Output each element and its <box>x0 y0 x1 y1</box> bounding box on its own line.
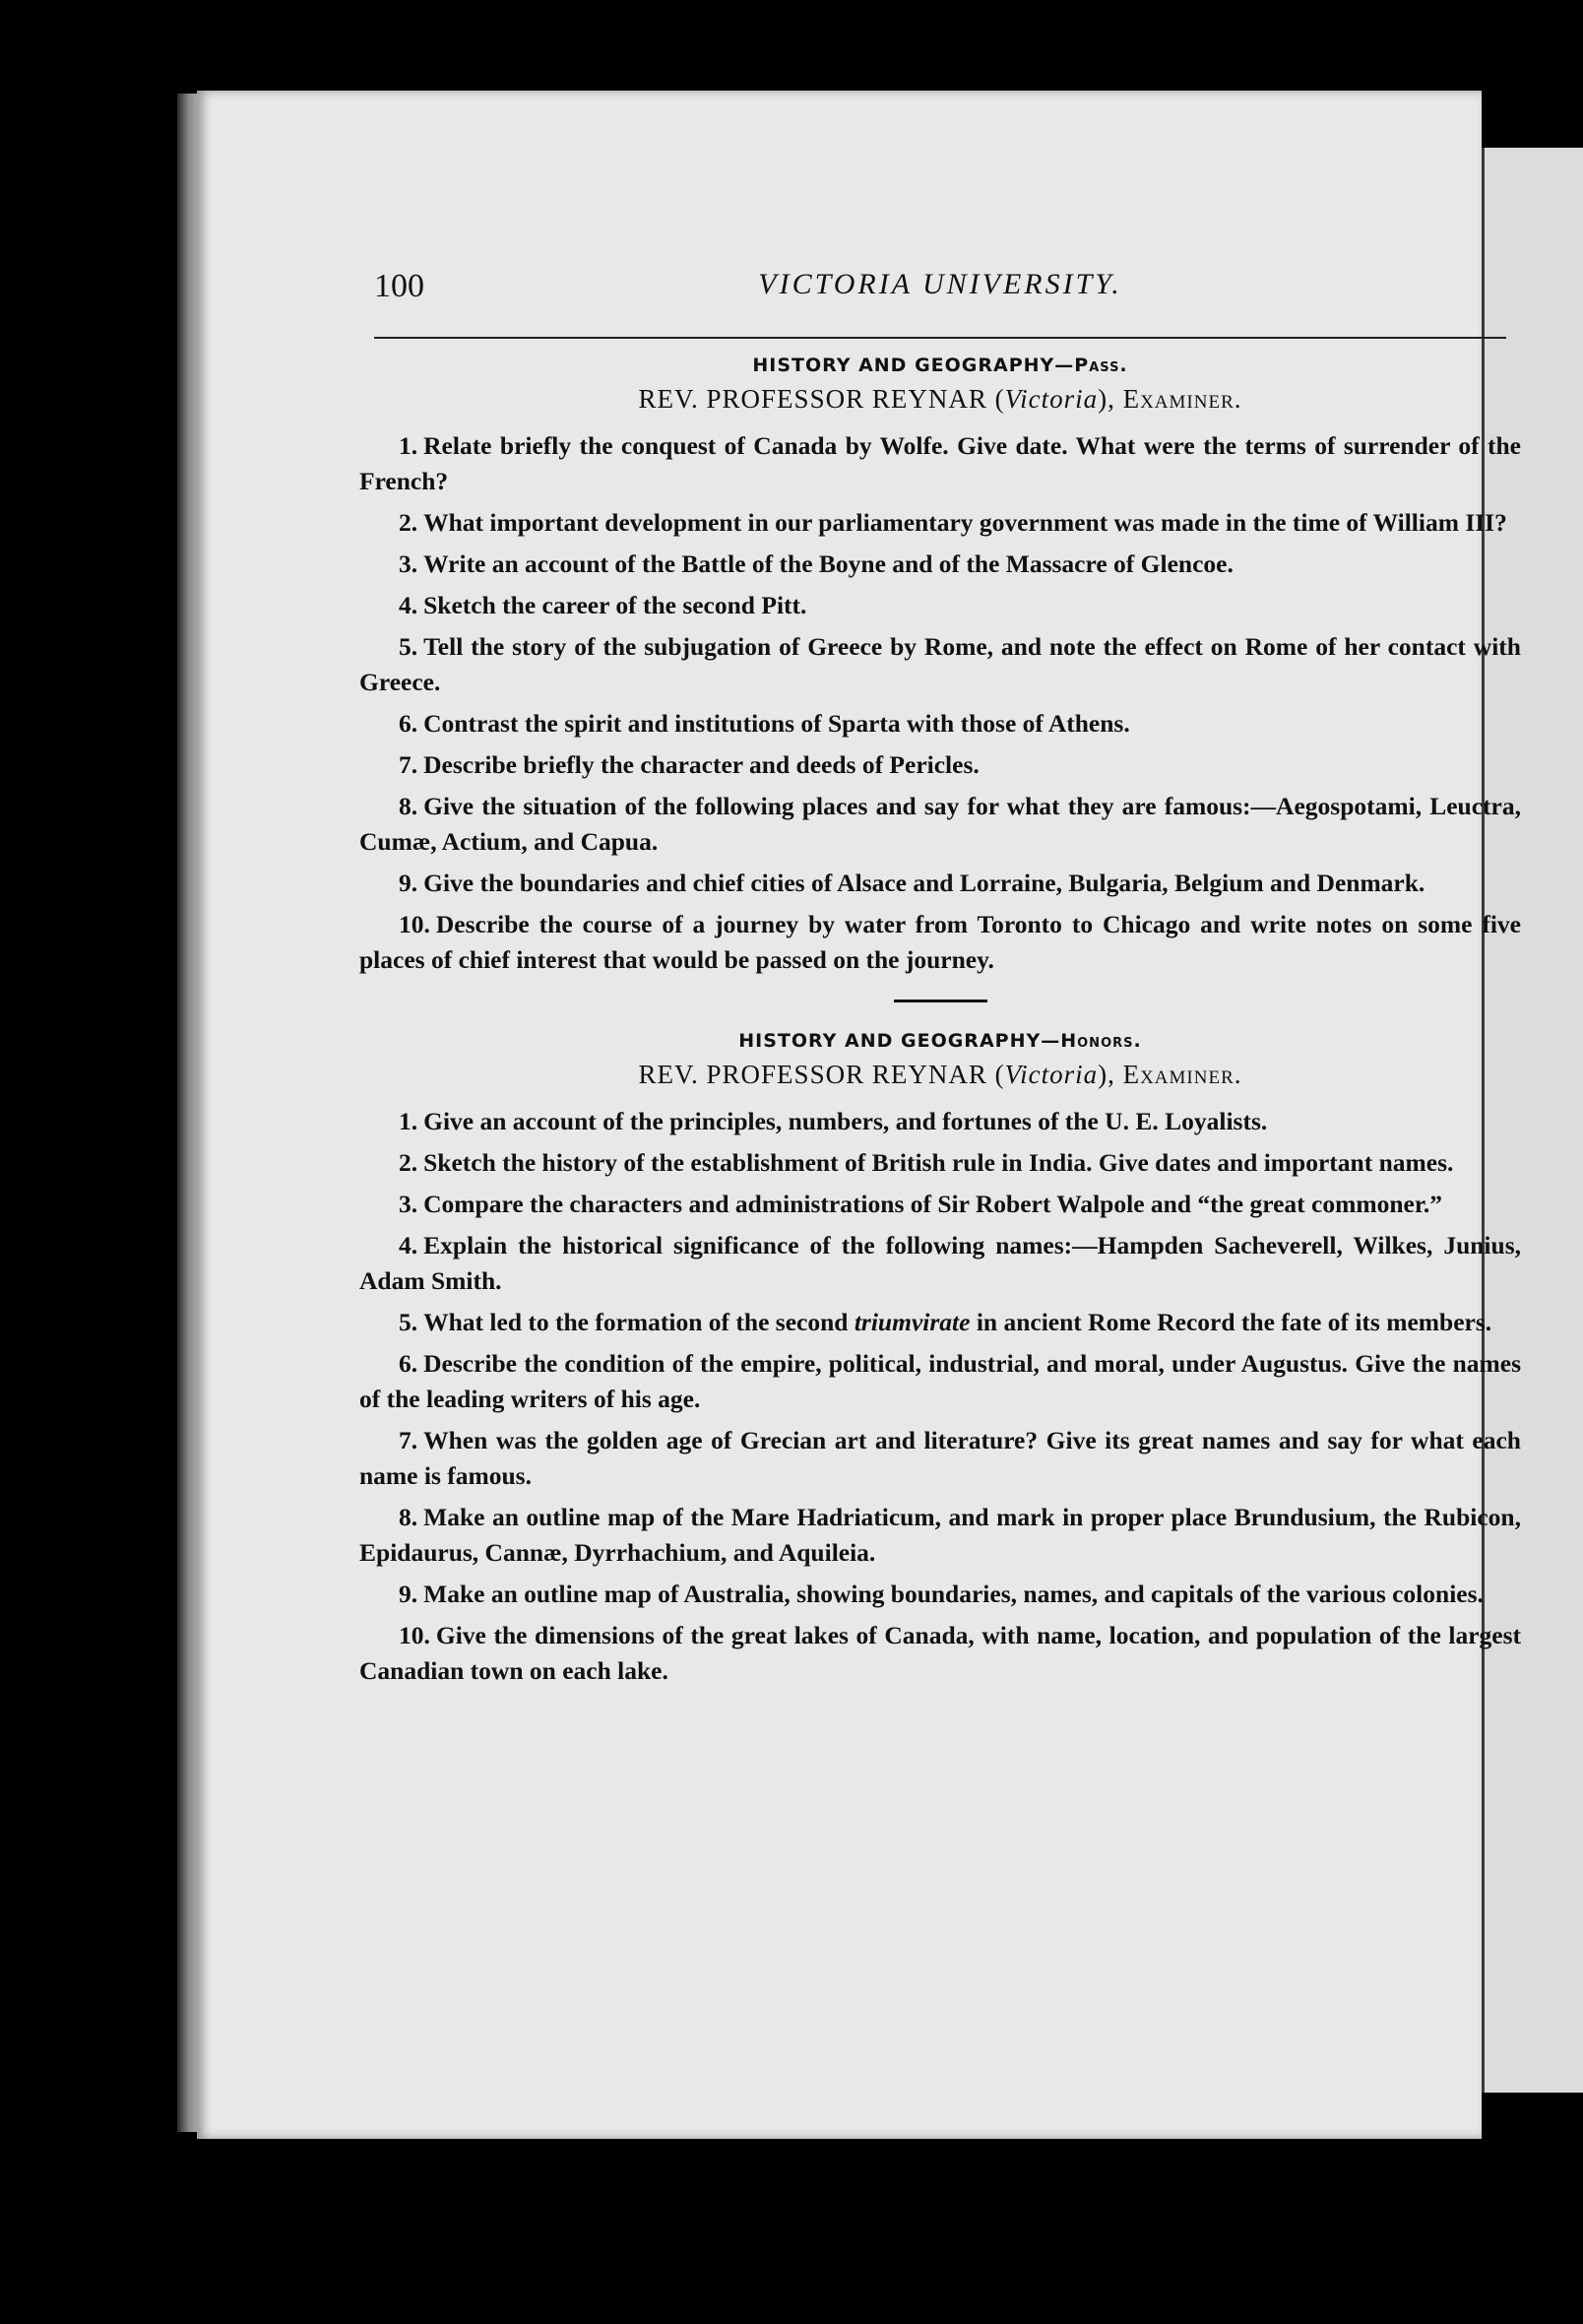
question <box>359 1305 1521 1340</box>
question-text: Give the dimensions of the great lakes of Canada, with name, location, and population of the largest Canadian town on each lake. <box>359 1621 1521 1685</box>
question-text: Relate briefly the conquest of Canada by Wolfe. Give date. What were the terms of surrender of the French? <box>359 431 1521 495</box>
question <box>359 747 1521 783</box>
question-number: 9. <box>399 1580 418 1608</box>
question-number: 2. <box>399 508 418 537</box>
question-text: Give the boundaries and chief cities of Alsace and Lorraine, Bulgaria, Belgium and Denmark. <box>423 869 1425 897</box>
running-title: VICTORIA UNIVERSITY. <box>758 268 1122 300</box>
question-text: Sketch the career of the second Pitt. <box>423 591 807 619</box>
examiner-role: Examiner. <box>1122 384 1242 414</box>
question <box>359 1423 1521 1494</box>
question-text: Describe the condition of the empire, political, industrial, and moral, under Augustus. Give the names of the leading writers of his age. <box>359 1349 1521 1413</box>
question-number: 7. <box>399 1426 418 1454</box>
question-text: Make an outline map of Australia, showing boundaries, names, and capitals of the various colonies. <box>423 1580 1484 1608</box>
section-heading: HISTORY AND GEOGRAPHY—Honors. <box>738 1030 1142 1052</box>
question-text: in ancient Rome Record the fate of its members. <box>970 1308 1492 1336</box>
question <box>359 1577 1521 1612</box>
question-number: 6. <box>399 709 418 738</box>
section-pass <box>359 355 1521 978</box>
section-divider <box>894 1000 987 1002</box>
question <box>359 1104 1521 1139</box>
question-text: Make an outline map of the Mare Hadriaticum, and mark in proper place Brundusium, the Rubicon, Epidaurus, Cannæ, Dyrrhachium, and Aquileia. <box>359 1503 1521 1567</box>
question-number: 10. <box>399 1621 430 1649</box>
question-number: 1. <box>399 1107 418 1135</box>
question-text: Contrast the spirit and institutions of Sparta with those of Athens. <box>423 709 1130 738</box>
question-number: 5. <box>399 1308 418 1336</box>
question <box>359 866 1521 901</box>
question-text: Compare the characters and administrations of Sir Robert Walpole and “the great commoner.” <box>423 1190 1442 1218</box>
examiner-line: REV. PROFESSOR REYNAR (Victoria), Examiner. <box>638 1060 1242 1089</box>
section-heading: HISTORY AND GEOGRAPHY—Pass. <box>752 355 1128 376</box>
section-honors <box>359 1030 1521 1689</box>
question-text: Describe the course of a journey by water from Toronto to Chicago and write notes on some five places of chief interest that would be passed on the journey. <box>359 910 1521 974</box>
question-number: 10. <box>399 910 430 938</box>
question <box>359 428 1521 499</box>
question-number: 5. <box>399 632 418 661</box>
question <box>359 789 1521 860</box>
question-number: 8. <box>399 792 418 820</box>
question-text: Tell the story of the subjugation of Greece by Rome, and note the effect on Rome of her contact with Greece. <box>359 632 1521 696</box>
question-number: 9. <box>399 869 418 897</box>
question <box>359 1228 1521 1299</box>
question-emphasis: triumvirate <box>854 1308 971 1336</box>
examiner-college: Victoria <box>1004 1060 1099 1089</box>
question <box>359 1145 1521 1181</box>
question-text: Give an account of the principles, numbers, and fortunes of the U. E. Loyalists. <box>423 1107 1268 1135</box>
question <box>359 505 1521 541</box>
question-number: 6. <box>399 1349 418 1378</box>
question-number: 3. <box>399 549 418 578</box>
question <box>359 547 1521 582</box>
examiner-line: REV. PROFESSOR REYNAR (Victoria), Examiner. <box>638 384 1242 414</box>
question <box>359 706 1521 742</box>
question-text: Describe briefly the character and deeds of Pericles. <box>423 750 980 779</box>
question-number: 3. <box>399 1190 418 1218</box>
question <box>359 629 1521 700</box>
examiner-college: Victoria <box>1004 384 1099 414</box>
question-text: Sketch the history of the establishment of British rule in India. Give dates and important names. <box>423 1148 1454 1177</box>
examiner-name: REV. PROFESSOR REYNAR <box>638 384 987 414</box>
question-number: 1. <box>399 431 418 460</box>
question-text: When was the golden age of Grecian art and literature? Give its great names and say for what each name is famous. <box>359 1426 1521 1490</box>
question-text: Explain the historical significance of the following names:—Hampden Sacheverell, Wilkes, Junius, Adam Smith. <box>359 1231 1521 1295</box>
question <box>359 1500 1521 1571</box>
question-text: What important development in our parliamentary government was made in the time of William III? <box>423 508 1507 537</box>
question-number: 8. <box>399 1503 418 1531</box>
question <box>359 1187 1521 1222</box>
question-number: 4. <box>399 1231 418 1259</box>
examiner-name: REV. PROFESSOR REYNAR <box>638 1060 987 1089</box>
page-header <box>374 268 1506 339</box>
page-content <box>359 355 1521 1695</box>
question-number: 7. <box>399 750 418 779</box>
page-number: 100 <box>374 268 424 304</box>
question-number: 2. <box>399 1148 418 1177</box>
question-number: 4. <box>399 591 418 619</box>
question-text: What led to the formation of the second <box>423 1308 855 1336</box>
question <box>359 588 1521 623</box>
question <box>359 1618 1521 1689</box>
question-text: Give the situation of the following places and say for what they are famous:—Aegospotami, Leuctra, Cumæ, Actium, and Capua. <box>359 792 1521 856</box>
examiner-role: Examiner. <box>1122 1060 1242 1089</box>
scanned-page <box>197 91 1521 2139</box>
question <box>359 1346 1521 1417</box>
question <box>359 907 1521 978</box>
question-text: Write an account of the Battle of the Boyne and of the Massacre of Glencoe. <box>423 549 1234 578</box>
